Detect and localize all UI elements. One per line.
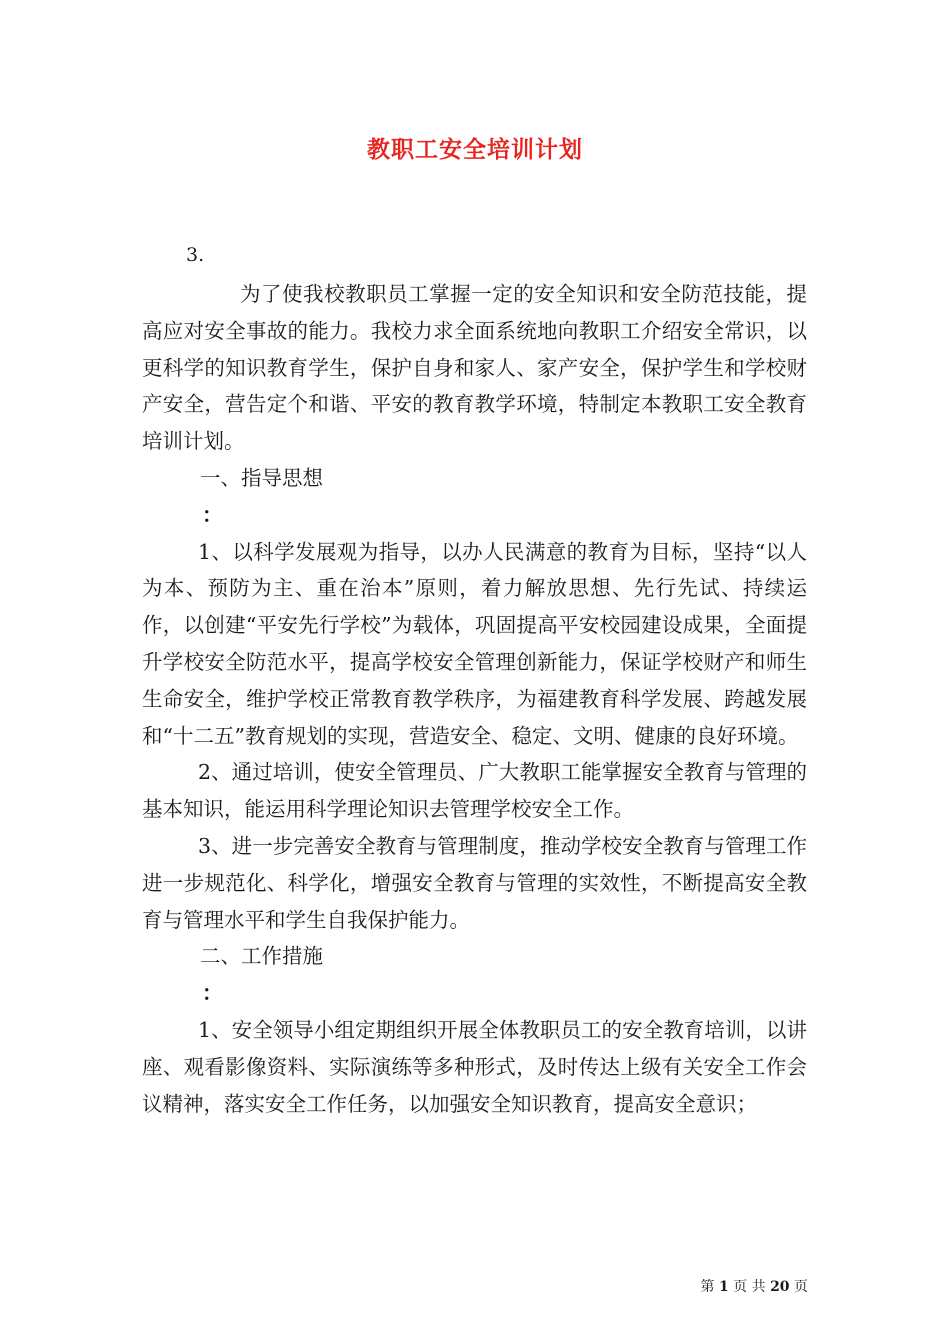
page-footer [701,1276,809,1296]
footer-suffix: 页 [794,1279,808,1295]
footer-middle: 页 共 [733,1279,766,1295]
paragraph-item: 1、安全领导小组定期组织开展全体教职员工的安全教育培训，以讲座、观看影像资料、实际演练等多种形式，及时传达上级有关安全工作会议精神，落实安全工作任务，以加强安全知识教育，提高安全意识； [142,1017,807,1116]
document-body [142,276,807,1122]
section-colon: ： [202,502,223,527]
footer-current-page: 1 [718,1279,729,1295]
number-line: 3. [186,244,205,266]
paragraph-item: 1、以科学发展观为指导，以办人民满意的教育为目标，坚持“以人为本、预防为主、重在治本”原则，着力解放思想、先行先试、持续运作，以创建“平安先行学校”为载体，巩固提高平安校园建设成果，全面提升学校安全防范水平，提高学校安全管理创新能力，保证学校财产和师生生命安全，维护学校正常教育教学秩序，为福建教育科学发展、跨越发展和“十二五”教育规划的实现，营造安全、稳定、文明、健康的良好环境。 [142,539,807,748]
paragraph-item: 2、通过培训，使安全管理员、广大教职工能掌握安全教育与管理的基本知识，能运用科学理论知识去管理学校安全工作。 [142,760,807,822]
footer-prefix: 第 [700,1279,715,1295]
section-heading-guiding-ideology: 一、指导思想 [200,465,323,490]
intro-paragraph: 为了使我校教职员工掌握一定的安全知识和安全防范技能，提高应对安全事故的能力。我校力求全面系统地向教职工介绍安全常识，以更科学的知识教育学生，保护自身和家人、家产安全，保护学生和学校财产安全，营告定个和谐、平安的教育教学环境，特制定本教职工安全教育培训计划。 [142,282,807,454]
paragraph-item: 3、进一步完善安全教育与管理制度，推动学校安全教育与管理工作进一步规范化、科学化，增强安全教育与管理的实效性，不断提高安全教育与管理水平和学生自我保护能力。 [142,833,807,932]
document-title: 教职工安全培训计划 [367,136,583,163]
footer-total-pages: 20 [770,1279,790,1295]
section-colon: ： [202,981,223,1006]
section-heading-work-measures: 二、工作措施 [200,944,323,969]
